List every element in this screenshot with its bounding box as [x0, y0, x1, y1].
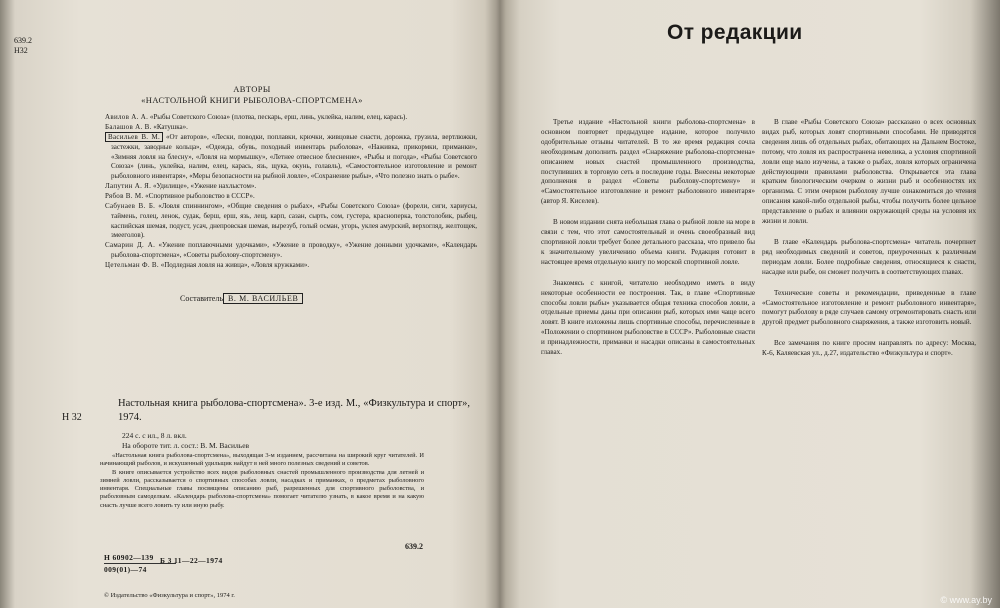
- paragraph: В главе «Календарь рыболова-спортсмена» читатель почерпнет ряд необходимых сведений и советов, приуроченных к различным периодам ловли. Более подробные сведения, относящиеся к снасти, насадке или рыбе, он сможет получить в соответствующих главах.: [762, 237, 976, 276]
- author-name: Васильев В. М.: [105, 132, 163, 142]
- author-works: «Спортивное рыболовство в СССР».: [145, 192, 255, 201]
- author-entry: [105, 202, 477, 240]
- index-line-2: 009(01)—74: [104, 565, 147, 574]
- author-works: «Ловля спиннингом», «Общие сведения о рыбах», «Рыбы Советского Союза» (форели, сиги, хариусы, таймень, голец, ленок, судак, берш, ерш, язь, лещ, карп, сазан, сырть, сом, густера, красноперка, толстолобик, рыбец, каспийская шемая, подуст, усач, днепровская шемая, вырезуб, голый осман, угорь, уклея амурский, верхогляд, желтощек, змееголов).: [111, 202, 478, 240]
- author-name: Рябов В. М.: [105, 192, 144, 201]
- index-line-1: Н 60902—139: [104, 553, 154, 562]
- bib-reverse: На обороте тит. л. сост.: В. М. Васильев: [122, 441, 250, 450]
- paragraph: Все замечания по книге просим направлять по адресу: Москва, К-6, Каляевская ул., д.27, издательство «Физкультура и спорт».: [762, 339, 976, 358]
- compiler-line: [180, 294, 303, 303]
- author-works: «Рыбы Советского Союза» (плотва, пескарь, ерш, линь, уклейка, налим, елец, карась).: [149, 113, 408, 121]
- author-works: «От авторов», «Лески, поводки, поплавки, крючки, живцовые снасти, дорожка, грузила, вертлюжки, застежки, заводные кольца», «Одежда, обувь, походный инвентарь рыболова», «Наживка, прикормки, приманки», «Зимняя ловля на блесну», «Ловля на мормышку», «Летнее отвесное блеснение», «Рыбы и погода», «Рыбы Советского Союза» (линь, уклейка, налим, елец, карась, язь, щука, окунь, голавль), «Самостоятельное изготовление и ремонт рыболовного инвентаря», «Меры безопасности на рыбной ловле», «Сохранение рыбы», «Что полезно знать о рыбе».: [111, 133, 478, 180]
- author-name: Балашов А. В.: [105, 123, 152, 132]
- paragraph: В новом издании снята небольшая глава о рыбной ловле на море в связи с тем, что этот самостоятельный и очень своеобразный вид спортивной ловли требует более детального рассказа, что привело бы к значительному увеличению объема книги. Редакция готовит в настоящее время отдельную книгу по морской спортивной ловле.: [541, 218, 755, 266]
- author-entry: [105, 182, 477, 192]
- paragraph: Знакомясь с книгой, читателю необходимо иметь в виду некоторые особенности ее построения. Так, в главе «Спортивные способы ловли рыбы» указывается общая техника способов ловли, а отдельные приемы даны при описании рыб, которых ими чаще всего ловят. В книге изложены лишь спортивные способы, перечисленные в «Положении о спортивном рыболовстве в СССР». Рыболовные снасти и принадлежности, приманки и насадки описаны в самостоятельных главах.: [541, 278, 755, 357]
- paragraph: В главе «Рыбы Советского Союза» рассказано о всех основных видах рыб, которых ловят спортивными способами. Не приводятся сведения лишь об отдельных рыбах, обитающих на Дальнем Востоке, потому, что ловля их распространена невелика, а условия спортивной ловли еще мало изучены, а также о рыбах, ловля которых ограничена действующими правилами рыболовства. Открывается эта глава кратким биологическим очерком о жизни рыб и особенностях их организма. С этим очерком рыболову лучше ознакомиться до чтения описания какой-либо отдельной рыбы, чтобы получить более цельное представление о рыбах и влиянии окружающей среды на условия их жизни и ловли.: [762, 118, 976, 226]
- paragraph: Третье издание «Настольной книги рыболова-спортсмена» в основном повторяет предыдущее издание, которое получило одобрительные отзывы читателей. В то же время редакция сочла необходимым дополнить раздел «Снаряжение рыболова-спортсмена» описанием новых снастей промышленного производства, поступивших в торговую сеть в последние годы. Внесены некоторые дополнения в раздел «Советы рыболову-спортсмену» и «Самостоятельное изготовление и ремонт рыболовного инвентаря» (автор Я. Киселев).: [541, 118, 755, 206]
- author-entry: [105, 133, 477, 181]
- author-entry: [105, 241, 477, 260]
- right-page: [505, 0, 1000, 608]
- author-name: Цетельман Ф. В.: [105, 261, 159, 270]
- annotation-paragraph: «Настольная книга рыболова-спортсмена», выходящая 3-м изданием, рассчитана на широкий круг читателей. И начинающий рыболов, и искушенный удильщик найдут в ней много полезных сведений и советов.: [100, 452, 424, 468]
- author-entry: [105, 113, 477, 123]
- index-line-3: Б 3 11—22—1974: [160, 556, 223, 565]
- compiler-label: Составитель: [180, 294, 223, 303]
- author-works: «Катушка».: [153, 123, 188, 132]
- text-column-2: [762, 118, 976, 370]
- authors-list: [105, 113, 477, 271]
- watermark: © www.ay.by: [940, 595, 992, 605]
- page-title: От редакции: [667, 21, 803, 44]
- copyright: © Издательство «Физкультура и спорт», 1974 г.: [104, 592, 235, 599]
- bib-code: Н 32: [62, 412, 82, 423]
- classification-index: Н32: [14, 46, 28, 55]
- annotation: [100, 452, 424, 510]
- bib-pages: 224 с. с ил., 8 л. вкл.: [122, 431, 187, 440]
- author-works: «Ужение поплавочными удочками», «Ужение в проводку», «Ужение донными удочками», «Календарь рыболова-спортсмена», «Советы рыболову-спортсмену».: [111, 241, 478, 259]
- bib-title: Настольная книга рыболова-спортсмена». 3-е изд. М., «Физкультура и спорт», 1974.: [118, 398, 470, 423]
- left-page: [0, 0, 496, 608]
- author-name: Лапутин А. Я.: [105, 181, 152, 190]
- author-works: «Подледная ловля на живца», «Ловля кружками».: [160, 261, 310, 270]
- author-entry: [105, 261, 477, 271]
- author-entry: [105, 192, 477, 202]
- author-name: Сабунаев В. Б.: [105, 202, 156, 211]
- author-name: Самарин Д. А.: [105, 241, 156, 250]
- compiler-name: В. М. ВАСИЛЬЕВ: [223, 293, 303, 304]
- annotation-paragraph: В книге описывается устройство всех видов рыболовных снастей промышленного производства для летней и зимней ловли, рассказывается о спортивных способах ловли, насадках и приманках, о предметах рыболовного инвентаря. Специальные главы посвящены описанию рыб, разрешенных для спортивного рыболовства, и рыболовным самоделкам. «Календарь рыболова-спортсмена» помогает читателю узнать, в какое время и на какую снасть лучше всего ловить ту или иную рыбу.: [100, 468, 424, 509]
- book-title-heading: «НАСТОЛЬНОЙ КНИГИ РЫБОЛОВА-СПОРТСМЕНА»: [141, 95, 363, 105]
- udk-code: 639.2: [405, 542, 423, 551]
- authors-heading: АВТОРЫ: [233, 84, 271, 94]
- text-column-1: [541, 118, 755, 369]
- classification-code: 639.2: [14, 36, 32, 45]
- author-name: Авилов А. А.: [105, 113, 149, 121]
- author-entry: [105, 123, 477, 133]
- paragraph: Технические советы и рекомендации, приведенные в главе «Самостоятельное изготовление и ремонт рыболовного инвентаря», помогут рыболову в ряде случаев самому отремонтировать снасть или другой предмет рыболовного снаряжения, а также изготовить новый.: [762, 288, 976, 327]
- author-works: «Удилище», «Ужение нахлыстом».: [152, 181, 257, 190]
